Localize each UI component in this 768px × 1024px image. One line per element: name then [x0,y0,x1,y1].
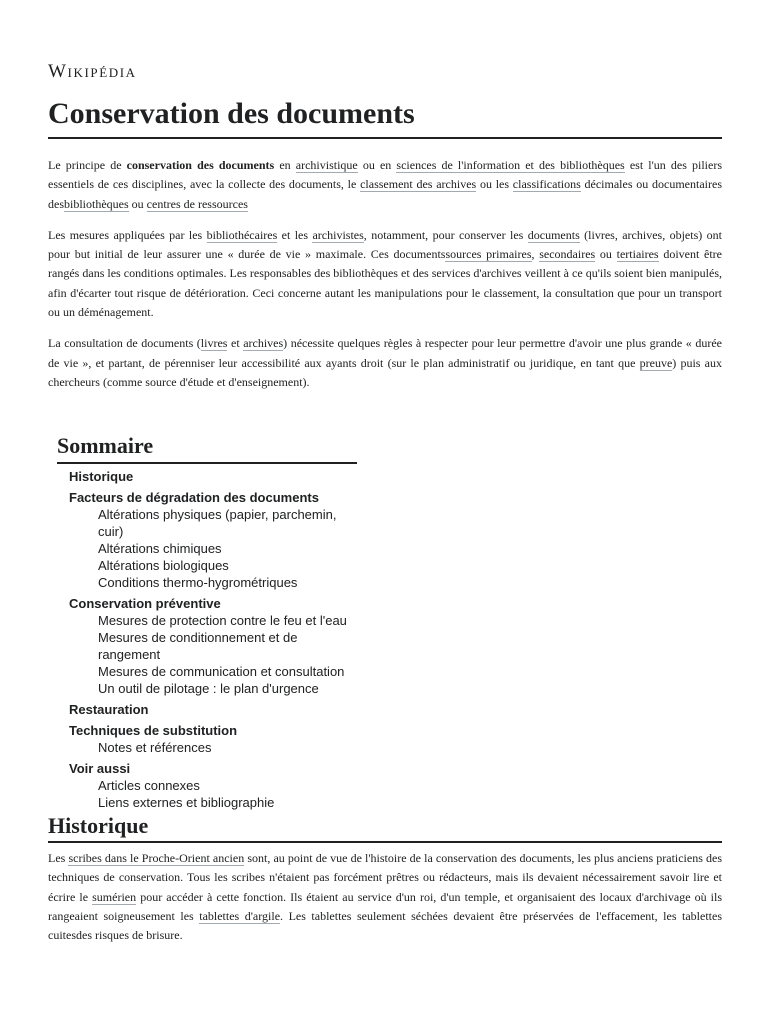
toc-subitem[interactable]: Conditions thermo-hygrométriques [98,575,298,590]
toc-sublist [57,739,357,756]
toc-subitem[interactable]: Mesures de communication et consultation [98,664,345,679]
text-run: , [531,247,540,262]
toc-subitem[interactable]: Notes et références [98,740,212,755]
text-run: (livres, archives, objets) ont pour but initial de leur assurer une « durée de vie » maximale. Ces documents [48,227,722,262]
toc-subitem[interactable]: Altérations biologiques [98,558,229,573]
toc-item[interactable]: Voir aussi [69,761,131,776]
text-run: est l'un des piliers essentiels de ces disciplines, avec la collecte des documents, le [48,158,722,192]
table-of-contents [57,432,357,811]
text-run: La consultation de documents ( [48,336,201,351]
historique-paragraph-1 [48,849,722,945]
text-run: ou les [476,177,513,192]
toc-subitem[interactable]: Articles connexes [98,778,200,793]
page-title: Conservation des documents [48,95,722,139]
inline-link[interactable]: sources primaires [445,247,532,262]
inline-link[interactable]: scribes dans le Proche-Orient ancien [68,851,245,865]
toc-sublist [57,777,357,811]
toc-subitem[interactable]: Altérations chimiques [98,541,222,556]
text-run: Les mesures appliquées par les [48,227,207,242]
text-run: doivent être rangés dans les conditions optimales. Les responsables des bibliothèques et des services d'archives veillent à ce qu'ils soient bien manipulés, afin d'écarter tout risque de détérioration. Ceci concerne autant les manipulations pour le classement, la consultation que pour un transport ou un déménagement. [48,247,723,320]
text-run: décimales ou documentaires des [48,177,722,211]
toc-subitem[interactable]: Altérations physiques (papier, parchemin, cuir) [98,507,337,539]
text-run: et [227,336,244,351]
wikipedia-logo[interactable]: Wikipédia [48,61,137,82]
intro-paragraph-2 [48,226,722,322]
inline-link[interactable]: classifications [512,177,581,192]
inline-link[interactable]: tablettes d'argile [199,908,281,923]
inline-link[interactable]: bibliothécaires [206,227,278,242]
inline-link[interactable]: archivistes [312,227,364,242]
inline-link[interactable]: documents [527,227,580,242]
text-run: ) puis aux chercheurs (comme source d'étude et d'enseignement). [48,355,723,389]
text-run: . Les tablettes seulement séchées devaient être préservées de l'effacement, les tablettes cuitesdes risques de brisure. [48,908,723,943]
text-run: en [274,158,296,172]
toc-sublist [57,612,357,697]
text-run: Les [48,851,69,865]
historique-section [48,849,722,945]
inline-link[interactable]: livres [200,336,228,351]
bold-term: conservation des documents [126,158,275,172]
toc-list [57,468,357,811]
text-run: ) nécessite quelques règles à respecter pour leur permettre d'avoir une plus grande « durée de vie », et partant, de pérenniser leur accessibilité aux ayants droit (sur le plan administratif ou juridique, en tant que [48,336,722,370]
inline-link[interactable]: tertiaires [616,247,659,262]
toc-title: Sommaire [57,432,357,464]
toc-item[interactable]: Restauration [69,702,149,717]
inline-link[interactable]: sumérien [92,889,137,904]
toc-subitem[interactable]: Mesures de conditionnement et de rangement [98,630,298,662]
text-run: ou [128,196,147,211]
text-run: pour accéder à cette fonction. Ils étaient au service d'un roi, d'un temple, et organisaient des locaux d'archivage où ils rangeaient soigneusement les [48,889,723,923]
toc-subitem[interactable]: Liens externes et bibliographie [98,795,275,810]
toc-sublist [57,506,357,591]
intro-paragraph-1 [48,156,722,214]
toc-item[interactable]: Conservation préventive [69,596,221,611]
inline-link[interactable]: preuve [639,355,673,370]
text-run: ou [595,247,617,262]
inline-link[interactable]: classement des archives [360,177,477,192]
text-run: , notamment, pour conserver les [363,227,528,242]
section-heading-historique: Historique [48,812,722,843]
text-run: Le principe de [48,158,127,172]
intro-paragraph-3 [48,334,722,392]
text-run: ou en [357,158,397,172]
inline-link[interactable]: archivistique [295,158,358,172]
text-run: sont, au point de vue de l'histoire de la conservation des documents, les plus anciens praticiens des techniques de conservation. Tous les scribes n'étaient pas forcément prêtres ou rédacteurs, mais ils devaient nécessairement savoir lire et écrire le [48,851,723,904]
text-run: et les [277,227,313,242]
inline-link[interactable]: archives [243,336,284,351]
inline-link[interactable]: bibliothèques [64,196,129,211]
toc-item[interactable]: Facteurs de dégradation des documents [69,490,319,505]
inline-link[interactable]: centres de ressources [146,196,248,211]
intro-section [48,156,722,404]
toc-subitem[interactable]: Un outil de pilotage : le plan d'urgence [98,681,319,696]
toc-item[interactable]: Historique [69,469,134,484]
toc-subitem[interactable]: Mesures de protection contre le feu et l'eau [98,613,347,628]
toc-item[interactable]: Techniques de substitution [69,723,238,738]
inline-link[interactable]: secondaires [539,247,596,262]
inline-link[interactable]: sciences de l'information et des bibliothèques [396,158,625,172]
